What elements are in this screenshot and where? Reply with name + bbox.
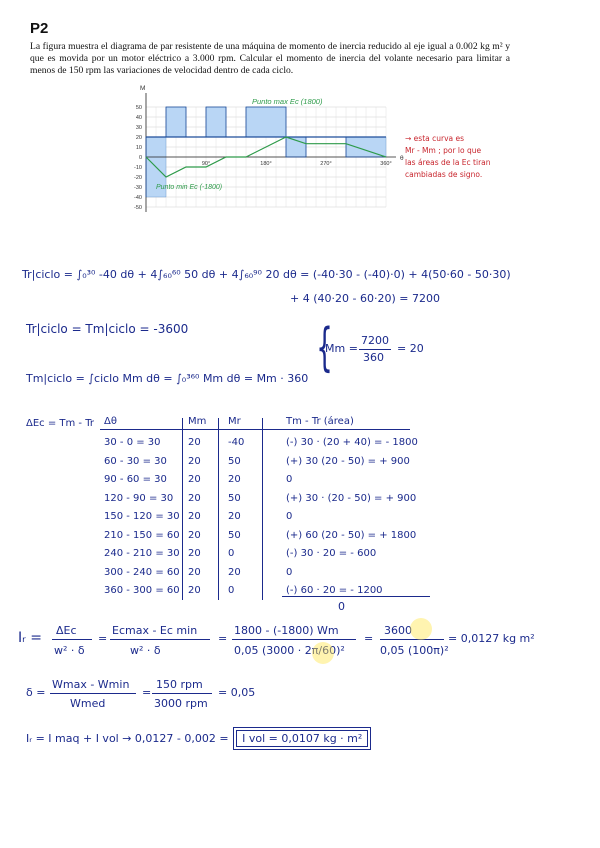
table-cell: -40	[228, 437, 245, 448]
red-note-line: las áreas de la Ec tiran	[405, 158, 491, 167]
red-note-line: Mr - Mm ; por lo que	[405, 146, 482, 155]
table-cell: 120 - 90 = 30	[104, 492, 174, 504]
table-cell: 20	[188, 492, 201, 504]
problem-title: P2	[30, 20, 49, 37]
table-cell: 20	[188, 474, 201, 485]
fraction-bar	[52, 639, 92, 640]
column-divider	[218, 418, 219, 600]
fraction-bar	[380, 639, 444, 640]
table-cell: 300 - 240 = 60	[104, 566, 180, 578]
table-cell: 20	[228, 474, 241, 485]
ir-lhs: Iᵣ =	[18, 630, 42, 646]
fraction-bar	[232, 639, 356, 640]
red-note-line: cambiadas de signo.	[405, 170, 483, 179]
mm-fraction-den: 360	[363, 351, 384, 364]
table-cell: 210 - 150 = 60	[104, 529, 180, 541]
y-tick-label: 40	[135, 115, 142, 122]
table-cell: 150 - 120 = 30	[104, 511, 180, 522]
x-tick-label: 360°	[380, 161, 392, 167]
table-cell: (+) 30 · (20 - 50) = + 900	[286, 492, 417, 504]
table-cell: 20	[188, 529, 201, 541]
ir-f3-den: 0,05 (3000 · 2π/60)²	[234, 644, 345, 657]
y-tick-label: 50	[135, 105, 142, 112]
y-tick-label: -50	[134, 205, 142, 212]
table-cell: 90 - 60 = 30	[104, 474, 167, 485]
table-cell: 20	[188, 585, 201, 596]
equals: =	[364, 632, 374, 645]
ir-f4-num: 3600	[384, 624, 412, 637]
table-cell: 30 - 0 = 30	[104, 437, 161, 448]
x-tick-label: 180°	[260, 161, 272, 167]
table-header: Tm - Tr (área)	[286, 416, 354, 427]
delta-f1-num: Wmax - Wmin	[52, 678, 130, 691]
column-divider	[182, 418, 183, 600]
table-cell: 0	[228, 548, 235, 559]
ir-f1-num: ΔEc	[56, 624, 77, 637]
y-tick-label: 30	[135, 125, 142, 132]
table-cell: 0	[286, 511, 293, 522]
y-tick-label: 20	[135, 135, 142, 142]
y-tick-label: 0	[138, 155, 142, 162]
table-cell: (-) 30 · (20 + 40) = - 1800	[286, 437, 418, 448]
ir-result: = 0,0127 kg m²	[448, 632, 535, 645]
y-tick-label: -40	[134, 195, 142, 202]
y-tick-label: -30	[134, 185, 142, 192]
table-sum: 0	[338, 600, 345, 613]
x-tick-label: 270°	[320, 161, 332, 167]
delta-f1-den: Wmed	[70, 697, 106, 710]
table-cell: (-) 30 · 20 = - 600	[286, 548, 377, 559]
equals: =	[98, 632, 108, 645]
table-left-label: ΔEc = Tm - Tr	[26, 418, 94, 429]
problem-statement: La figura muestra el diagrama de par resistente de una máquina de momento de inercia reducido al eje igual a 0.002 kg m² y que es movida por un motor eléctrico a 3.000 rpm. Calcular el momento de inercia del volante necesario para limitar a menos de 150 rpm las variaciones de velocidad dentro de cada ciclo.	[30, 41, 510, 76]
ir-f2-num: Ecmax - Ec min	[112, 624, 198, 637]
inertia-answer-box: I vol = 0,0107 kg · m²	[236, 730, 368, 747]
table-cell: 60 - 30 = 30	[104, 455, 167, 467]
min-point-label: Punto min Ec (-1800)	[156, 184, 223, 191]
sum-underline	[282, 596, 430, 597]
table-cell: 360 - 300 = 60	[104, 585, 180, 596]
fraction-bar	[152, 693, 212, 694]
x-tick-label: 90°	[201, 161, 211, 167]
table-cell: 0	[286, 474, 293, 485]
highlight-mark	[312, 642, 334, 664]
equals: =	[142, 686, 152, 699]
integral-line-1: Tr|ciclo = ∫₀³⁰ -40 dθ + 4∫₆₀⁶⁰ 50 dθ + 4∫₆₀⁹⁰ 20 dθ = (-40·30 - (-40)·0) + 4(50·60 - 50·30)	[22, 268, 511, 281]
table-cell: (-) 60 · 20 = - 1200	[286, 585, 383, 596]
table-header: Mm	[188, 416, 207, 427]
table-cell: (+) 30 (20 - 50) = + 900	[286, 455, 410, 467]
table-cell: 0	[286, 566, 293, 578]
y-tick-label: 10	[135, 145, 142, 152]
table-cell: 20	[188, 437, 201, 448]
delta-f2-den: 3000 rpm	[154, 697, 208, 710]
table-cell: 20	[188, 511, 201, 522]
cycle-equality: Tr|ciclo = Tm|ciclo = -3600	[26, 322, 189, 336]
table-header: Δθ	[104, 416, 117, 427]
delta-lhs: δ =	[26, 686, 46, 699]
delta-f2-num: 150 rpm	[156, 678, 203, 691]
table-cell: 20	[228, 566, 241, 578]
mm-fraction-num: 7200	[361, 334, 389, 347]
ir-equation	[18, 624, 578, 674]
ir-f2-den: w² · δ	[130, 644, 161, 657]
equals: =	[218, 632, 228, 645]
highlight-mark	[410, 618, 432, 640]
table-cell: 20	[188, 566, 201, 578]
table-cell: 50	[228, 455, 241, 467]
delta-result: = 0,05	[218, 686, 256, 699]
x-axis-label: θ	[400, 155, 404, 162]
y-tick-label: -10	[134, 165, 142, 172]
inertia-equation: Iᵣ = I maq + I vol → 0,0127 - 0,002 =	[26, 732, 229, 745]
table-cell: 20	[188, 548, 201, 559]
table-cell: (+) 60 (20 - 50) = + 1800	[286, 529, 417, 541]
column-divider	[262, 418, 263, 600]
table-cell: 240 - 210 = 30	[104, 548, 180, 559]
integral-line-2: + 4 (40·20 - 60·20) = 7200	[290, 292, 440, 305]
table-cell: 20	[188, 455, 201, 467]
table-cell: 50	[228, 529, 241, 541]
table-cell: 20	[228, 511, 241, 522]
motor-integral: Tm|ciclo = ∫ciclo Mm dθ = ∫₀³⁶⁰ Mm dθ = Mm · 360	[26, 372, 309, 385]
header-underline	[100, 429, 410, 430]
red-note-line: → esta curva es	[405, 134, 465, 143]
table-cell: 0	[228, 585, 235, 596]
ir-f1-den: w² · δ	[54, 644, 85, 657]
inertia-sum	[26, 730, 368, 747]
mm-label: Mm =	[325, 342, 358, 355]
y-axis-label: M	[140, 85, 146, 92]
fraction-bar	[110, 639, 210, 640]
brace: {	[316, 318, 333, 378]
ir-f4-den: 0,05 (100π)²	[380, 644, 449, 657]
table-cell: 50	[228, 492, 241, 504]
mm-value: = 20	[397, 342, 424, 355]
delta-equation	[26, 680, 326, 720]
y-tick-label: -20	[134, 175, 142, 182]
table-header: Mr	[228, 416, 241, 427]
fraction-bar	[50, 693, 136, 694]
ir-f3-num: 1800 - (-1800) Wm	[234, 624, 339, 637]
max-point-label: Punto max Ec (1800)	[252, 97, 323, 106]
